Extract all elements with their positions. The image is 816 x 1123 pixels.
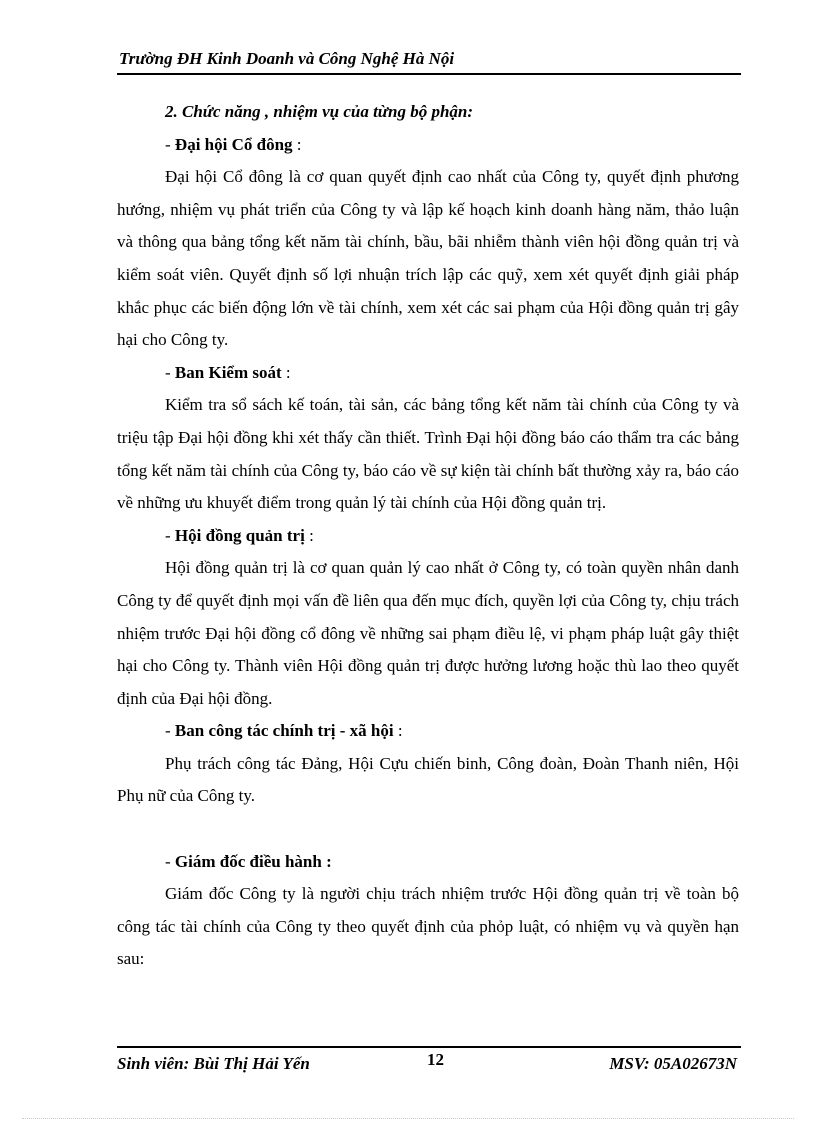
heading-prefix: -: [165, 134, 175, 154]
footer-student-id: MSV: 05A02673N: [609, 1054, 737, 1073]
heading-suffix: :: [304, 525, 314, 545]
heading-hoi-dong-quan-tri: [165, 520, 739, 553]
heading-label: Ban công tác chính trị - xã hội: [174, 721, 394, 741]
heading-dai-hoi-co-dong: [165, 129, 739, 162]
heading-ban-kiem-soat: [165, 357, 739, 390]
heading-label: Ban Kiểm soát: [174, 362, 282, 382]
heading-ban-cong-tac-chinh-tri: [165, 715, 739, 748]
heading-prefix: -: [165, 721, 175, 741]
heading-suffix: :: [393, 721, 403, 741]
page-footer: [117, 1046, 741, 1078]
footer-student-name: Sinh viên: Bùi Thị Hải Yến: [117, 1054, 310, 1073]
blank-line: [165, 813, 739, 846]
heading-label: Đại hội Cổ đông: [174, 134, 293, 154]
document-body: [117, 96, 739, 976]
paragraph-hoi-dong-quan-tri: Hội đồng quản trị là cơ quan quản lý cao nhất ở Công ty, có toàn quyền nhân danh Công ty để quyết định mọi vấn đề liên qua đến mục đích, quyền lợi của Công ty, chịu trách nhiệm trước Đại hội đồng cổ đông về những sai phạm điều lệ, vi phạm pháp luật gây thiệt hại cho Công ty. Thành viên Hội đồng quản trị được hưởng lương hoặc thù lao theo quyết định của Đại hội đồng.: [117, 558, 739, 708]
heading-giam-doc-dieu-hanh: [165, 846, 739, 879]
paragraph-dai-hoi-co-dong: Đại hội Cổ đông là cơ quan quyết định cao nhất của Công ty, quyết định phương hướng, nhiệm vụ phát triển của Công ty và lập kế hoạch kinh doanh hàng năm, thảo luận và thông qua bảng tổng kết năm tài chính, bầu, bãi nhiễm thành viên hội đồng quản trị và kiểm soát viên. Quyết định số lợi nhuận trích lập các quỹ, xem xét quyết định giải pháp khắc phục các biến động lớn về tài chính, xem xét các sai phạm của Hội đồng quản trị gây hại cho Công ty.: [117, 167, 739, 350]
heading-suffix: :: [281, 362, 291, 382]
heading-label: Giám đốc điều hành :: [174, 851, 332, 871]
heading-suffix: :: [292, 134, 302, 154]
section-title: 2. Chức năng , nhiệm vụ của từng bộ phận:: [165, 102, 474, 121]
heading-label: Hội đồng quản trị: [174, 525, 305, 545]
heading-prefix: -: [165, 851, 175, 871]
page-bottom-divider: [22, 1118, 794, 1119]
paragraph-giam-doc-dieu-hanh: Giám đốc Công ty là người chịu trách nhiệm trước Hội đồng quản trị về toàn bộ công tác tài chính của Công ty theo quyết định của phỏp luật, có nhiệm vụ và quyền hạn sau:: [117, 884, 739, 969]
page-header: [117, 46, 741, 75]
heading-prefix: -: [165, 362, 175, 382]
paragraph-ban-cong-tac-chinh-tri: Phụ trách công tác Đảng, Hội Cựu chiến binh, Công đoàn, Đoàn Thanh niên, Hội Phụ nữ của Công ty.: [117, 753, 739, 806]
heading-prefix: -: [165, 525, 175, 545]
page-number: 12: [427, 1050, 444, 1069]
header-title: Trường ĐH Kinh Doanh và Công Nghệ Hà Nội: [119, 49, 455, 68]
paragraph-ban-kiem-soat: Kiểm tra sổ sách kế toán, tài sản, các bảng tổng kết năm tài chính của Công ty và triệu tập Đại hội đồng khi xét thấy cần thiết. Trình Đại hội đồng báo cáo thẩm tra các bảng tổng kết năm tài chính của Công ty, báo cáo về sự kiện tài chính bất thường xảy ra, báo cáo về những ưu khuyết điểm trong quản lý tài chính của Hội đồng quản trị.: [117, 395, 739, 513]
